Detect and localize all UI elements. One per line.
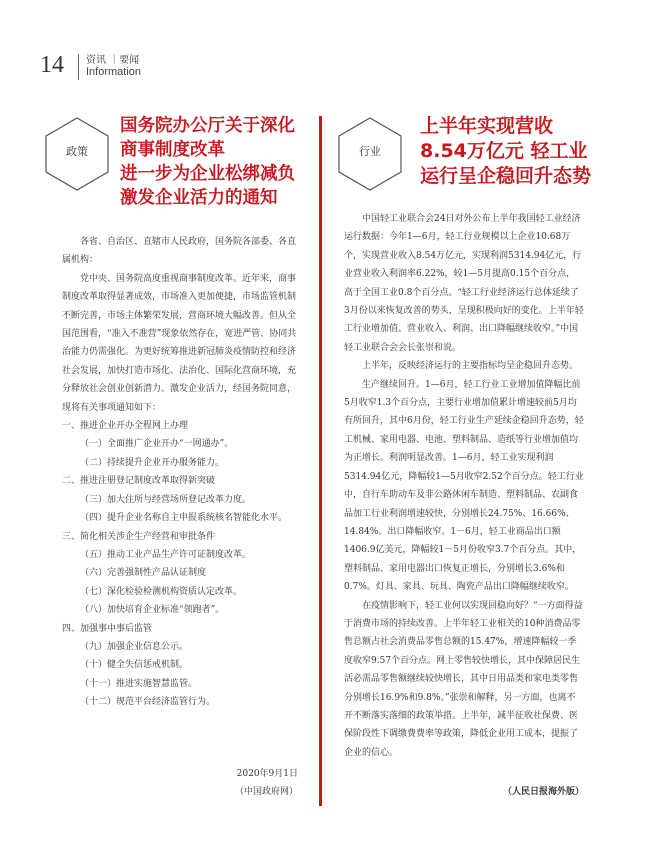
left-title-line: 进一步为企业松绑减负	[120, 164, 295, 184]
list-item: （二）持续提升企业开办服务能力。	[80, 457, 225, 468]
body-paragraph: 上半年，反映经济运行的主要指标均呈企稳回升态势。	[362, 361, 579, 372]
column-divider	[319, 116, 322, 806]
list-item: （五）推动工业产品生产许可证制度改革。	[80, 549, 252, 560]
right-article-footer	[344, 783, 584, 801]
salutation: 各省、自治区、直辖市人民政府，国务院各部委、各直属机构：	[62, 237, 297, 266]
section-heading: 三、简化相关涉企生产经营和审批条件	[62, 531, 216, 542]
list-item: （七）深化检验检测机构资质认定改革。	[80, 586, 243, 597]
list-item: （十二）规范平台经济监管行为。	[80, 697, 216, 708]
right-title-line: 8.54万亿元 轻工业	[420, 140, 588, 162]
list-item: （十）健全失信惩戒机制。	[80, 660, 189, 671]
industry-tag-label: 行业	[359, 145, 381, 158]
article-source: （中国政府网）	[234, 787, 298, 798]
section-heading: 二、推进注册登记制度改革取得新突破	[62, 476, 216, 487]
body-paragraph: 生产继续回升。1—6月，轻工行业工业增加值降幅比前5月收窄1.3个百分点，主要行业增加值累计增速较前5月均有所回升，其中6月份，轻工行业生产延续企稳回升态势，轻工机械、家用电器、电池、塑料制品、造纸等行业增加值均为正增长。利润明显改善。1—6月，轻工业实现利润5314.94亿元，降幅较1—5月收窄2.52个百分点。轻工行业中，自行车助动车及非公路休闲车制造、塑料制品、农副食品加工行业利润增速较快，分别增长24.75%、16.66%、14.84%。出口降幅收窄。1－6月，轻工业商品出口额1406.9亿美元，降幅较1－5月份收窄3.7个百分点。其中，塑料制品、家用电器出口恢复正增长，分别增长3.6%和0.7%。灯具、家具、玩具、陶瓷产品出口降幅继续收窄。	[344, 379, 584, 593]
industry-tag-hexagon	[337, 116, 403, 192]
list-item: （一）全面推广企业开办“一网通办”。	[80, 439, 234, 450]
list-item: （四）提升企业名称自主申报系统核名智能化水平。	[80, 513, 288, 524]
section-heading: 一、推进企业开办全程网上办理	[62, 421, 189, 432]
right-title-line: 上半年实现营收	[420, 115, 554, 137]
left-article-title	[120, 114, 295, 210]
list-item: （九）加强企业信息公示。	[80, 641, 189, 652]
list-item: （八）加快培育企业标准“领跑者”。	[80, 605, 225, 616]
body-paragraph: 在疫情影响下，轻工业何以实现回稳向好？“一方面得益于消费市场的持续改善。上半年轻工业相关的10种消费品零售总额占社会消费品零售总额的15.47%，增速降幅较一季度收窄9.57个百分点。网上零售较快增长，其中保障居民生活必需品零售额继续较快增长，其中日用品类和家电类零售分别增长16.9%和9.8%。”张崇和解释，另一方面，也离不开不断落实落细的政策举措。上半年，减半征收社保费、医保阶段性下调缴费费率等政策，降低企业用工成本，提振了企业的信心。	[344, 600, 583, 758]
article-date: 2020年9月1日	[236, 769, 298, 779]
list-item: （十一）推进实施智慧监管。	[80, 678, 198, 689]
list-item: （三）加大住所与经营场所登记改革力度。	[80, 494, 252, 505]
left-title-line: 激发企业活力的通知	[120, 188, 278, 208]
section-title-en: Information	[86, 66, 142, 78]
right-article-body	[344, 210, 584, 762]
page-number: 14	[40, 52, 64, 78]
right-title-line: 运行呈企稳回升态势	[420, 165, 592, 187]
left-article-body	[62, 233, 298, 712]
left-title-line: 商事制度改革	[120, 140, 225, 160]
policy-tag-label: 政策	[66, 145, 88, 158]
section-heading: 四、加强事中事后监管	[62, 623, 153, 634]
body-paragraph: 中国轻工业联合会24日对外公布上半年我国轻工业经济运行数据：今年1—6月，轻工行业规模以上企业10.68万个，实现营业收入8.54万亿元，实现利润5314.94亿元，行业营业收入利润率6.22%，较1—5月提高0.15个百分点，高于全国工业0.8个百分点。“轻工行业经济运行总体延续了3月份以来恢复改善的势头，呈现积极向好的变化。上半年轻工行业增加值、营业收入、利润、出口降幅继续收窄。”中国轻工业联合会会长张崇和说。	[344, 214, 584, 353]
policy-tag-hexagon	[44, 116, 110, 192]
right-article-title	[420, 114, 591, 189]
body-paragraph: 党中央、国务院高度重视商事制度改革。近年来，商事制度改革取得显著成效，市场准入更加便捷，市场监管机制不断完善，市场主体繁荣发展，营商环境大幅改善。但从全国范围看，“准入不准营”现象依然存在，宽进严管、协同共治能力仍需强化。为更好统筹推进新冠肺炎疫情防控和经济社会发展，加快打造市场化、法治化、国际化营商环境，充分释放社会创业创新潜力、激发企业活力，经国务院同意，现将有关事项通知如下：	[62, 273, 297, 413]
left-title-line: 国务院办公厅关于深化	[120, 116, 295, 136]
section-title-cn: 资讯 ｜要闻	[86, 55, 140, 66]
article-source: （人民日报海外版）	[502, 787, 584, 797]
list-item: （六）完善强制性产品认证制度	[80, 568, 207, 579]
left-article-footer	[62, 765, 298, 802]
header-divider	[78, 54, 79, 80]
